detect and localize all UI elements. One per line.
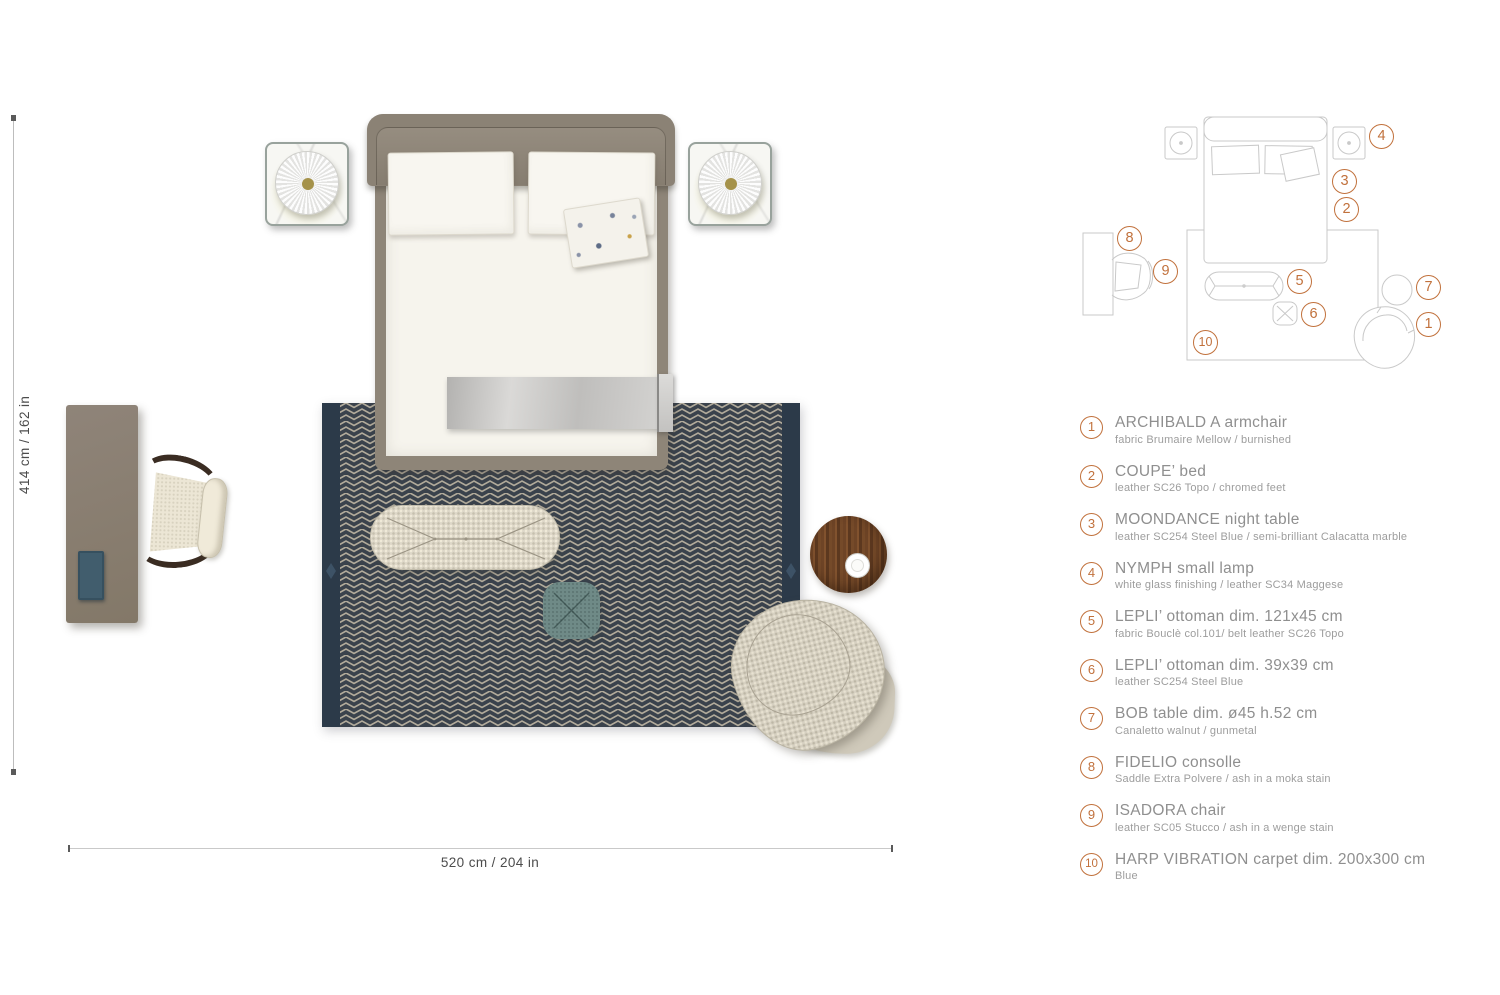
moondance-night-table-left	[265, 142, 349, 226]
legend-item-name: ARCHIBALD A armchair	[1115, 414, 1288, 431]
legend-item-spec: fabric Brumaire Mellow / burnished	[1115, 433, 1292, 446]
legend-item-name: COUPE’ bed	[1115, 462, 1207, 480]
legend-item-spec: Saddle Extra Polvere / ash in a moka stain	[1115, 773, 1331, 786]
legend-item-spec: white glass finishing / leather SC34 Maggese	[1115, 579, 1344, 592]
legend-number: 8	[1080, 756, 1103, 779]
legend-item-8	[1080, 754, 1500, 787]
bed-runner-silver	[447, 377, 659, 429]
lamp-center-dot	[725, 178, 737, 190]
legend-item-spec: leather SC254 Steel Blue / semi-brilliant Calacatta marble	[1115, 530, 1408, 543]
schematic-marker-8: 8	[1117, 226, 1142, 251]
legend-number: 3	[1080, 513, 1103, 536]
schematic-marker-9: 9	[1153, 259, 1178, 284]
legend-item-9	[1080, 802, 1500, 835]
legend-item-5	[1080, 608, 1500, 641]
armchair-seat-line	[735, 603, 860, 725]
isadora-chair	[136, 454, 230, 573]
nymph-lamp-right	[698, 151, 762, 215]
schematic-marker-2: 2	[1334, 197, 1359, 222]
legend-number: 10	[1080, 853, 1103, 876]
legend	[1080, 414, 1500, 899]
legend-number: 1	[1080, 416, 1103, 439]
pillow-floral	[563, 197, 649, 268]
horizontal-dimension-line	[68, 848, 893, 849]
legend-item-name: HARP VIBRATION carpet dim. 200x300 cm	[1115, 850, 1426, 868]
vertical-dimension-label: 414 cm / 162 in	[17, 395, 32, 495]
legend-item-name: MOONDANCE night table	[1115, 511, 1300, 528]
legend-item-spec: leather SC26 Topo / chromed feet	[1115, 482, 1286, 495]
lamp-center-dot	[302, 178, 314, 190]
legend-item-name: BOB table dim. ø45 h.52 cm	[1115, 705, 1318, 722]
nymph-lamp-left	[275, 151, 339, 215]
console-tray	[78, 551, 104, 600]
schematic-marker-10: 10	[1193, 330, 1218, 355]
lepli-ottoman-large	[370, 505, 560, 570]
legend-number: 7	[1080, 707, 1103, 730]
horizontal-dimension-label: 520 cm / 204 in	[440, 855, 540, 870]
bed-runner-fold	[657, 374, 673, 432]
moondance-night-table-right	[688, 142, 772, 226]
legend-item-4	[1080, 560, 1500, 593]
legend-number: 2	[1080, 465, 1103, 488]
legend-item-name: ISADORA chair	[1115, 802, 1226, 819]
schematic-marker-7: 7	[1416, 275, 1441, 300]
bob-table-cup	[845, 553, 870, 578]
legend-item-name: LEPLI’ ottoman dim. 39x39 cm	[1115, 656, 1334, 674]
legend-number: 6	[1080, 659, 1103, 682]
legend-number: 4	[1080, 562, 1103, 585]
pillow-left	[388, 151, 515, 235]
legend-item-spec: leather SC254 Steel Blue	[1115, 676, 1244, 689]
legend-item-name: FIDELIO consolle	[1115, 753, 1242, 771]
ottoman-cross-seam	[543, 582, 600, 639]
legend-item-7	[1080, 705, 1500, 738]
fidelio-console	[66, 405, 138, 623]
lepli-ottoman-small	[543, 582, 600, 639]
legend-item-6	[1080, 657, 1500, 690]
schematic-marker-3: 3	[1332, 169, 1357, 194]
legend-number: 5	[1080, 610, 1103, 633]
legend-item-10	[1080, 851, 1500, 884]
legend-item-name: NYMPH small lamp	[1115, 559, 1255, 577]
legend-item-3	[1080, 511, 1500, 544]
schematic-marker-1: 1	[1416, 312, 1441, 337]
schematic-marker-6: 6	[1301, 302, 1326, 327]
legend-item-2	[1080, 463, 1500, 496]
legend-number: 9	[1080, 804, 1103, 827]
legend-item-name: LEPLI’ ottoman dim. 121x45 cm	[1115, 608, 1343, 625]
schematic-marker-4: 4	[1369, 124, 1394, 149]
vertical-dimension-line	[13, 117, 14, 773]
legend-item-spec: Canaletto walnut / gunmetal	[1115, 724, 1257, 737]
legend-item-1	[1080, 414, 1500, 447]
legend-item-spec: Blue	[1115, 870, 1138, 883]
schematic-marker-5: 5	[1287, 269, 1312, 294]
legend-item-spec: fabric Bouclè col.101/ belt leather SC26 Topo	[1115, 627, 1344, 640]
legend-item-spec: leather SC05 Stucco / ash in a wenge stain	[1115, 821, 1334, 834]
ottoman-belt-lines	[371, 506, 561, 571]
